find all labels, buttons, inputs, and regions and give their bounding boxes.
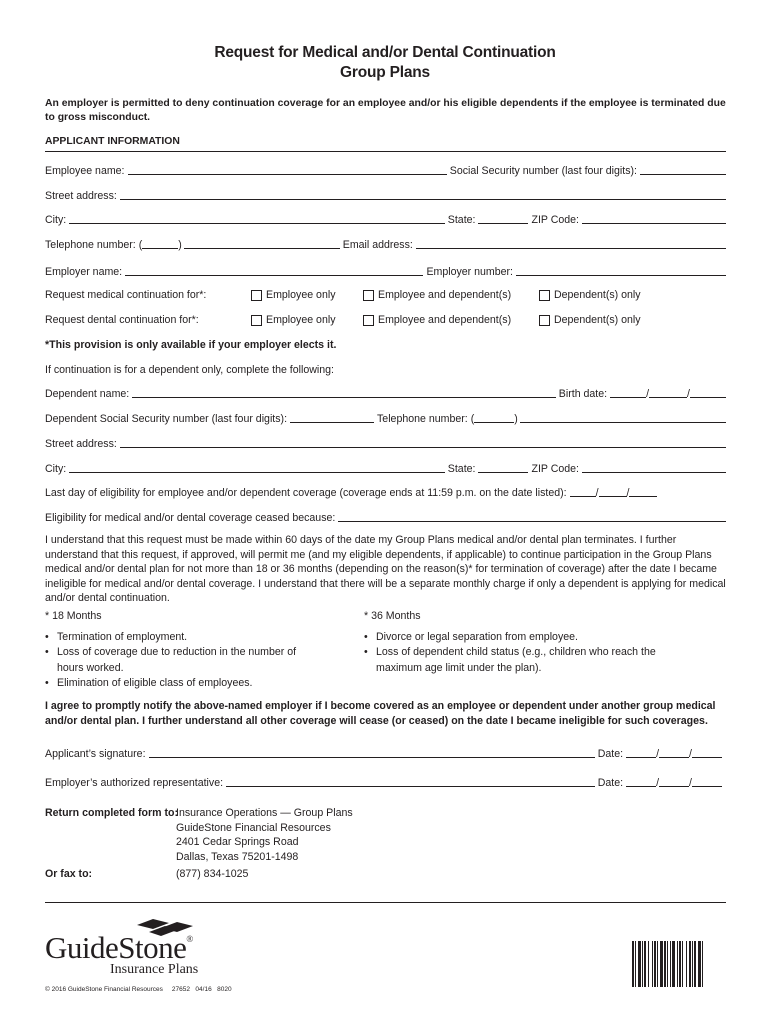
- city-field[interactable]: [69, 213, 445, 224]
- applicant-signature-field[interactable]: [149, 747, 595, 758]
- employee-name-field[interactable]: [128, 164, 447, 175]
- last-day-year-field[interactable]: [626, 486, 657, 499]
- address-line: Insurance Operations — Group Plans: [176, 807, 353, 819]
- registered-mark: ®: [186, 934, 193, 944]
- telephone-label: Telephone number:: [45, 239, 136, 251]
- option-label: Dependent(s) only: [554, 289, 641, 301]
- zip-label: ZIP Code:: [531, 214, 579, 226]
- logo-name-text: GuideStone: [45, 930, 187, 965]
- row-employee-name: [45, 163, 726, 177]
- dental-continuation-label: Request dental continuation for*:: [45, 314, 199, 326]
- reason-item: • Divorce or legal separation from employee.: [364, 630, 674, 646]
- section-rule: [45, 151, 726, 152]
- dependent-city-field[interactable]: [69, 462, 445, 473]
- section-heading-applicant: APPLICANT INFORMATION: [45, 136, 180, 147]
- last-day-day-field[interactable]: [599, 486, 627, 497]
- dependent-zip-field[interactable]: [582, 462, 726, 473]
- reason-item: • Termination of employment.: [45, 630, 315, 646]
- checkbox[interactable]: [251, 315, 262, 326]
- address-line: 2401 Cedar Springs Road: [176, 836, 299, 848]
- row-telephone: [45, 237, 726, 251]
- area-code-open: (: [470, 413, 475, 425]
- row-last-day: [45, 485, 670, 499]
- dependent-area-code-field[interactable]: [474, 412, 514, 423]
- checkbox[interactable]: [363, 315, 374, 326]
- date-separator: /: [656, 777, 660, 789]
- dependent-telephone-field[interactable]: [520, 412, 726, 423]
- date-separator: /: [656, 748, 660, 760]
- date-year-field[interactable]: [692, 776, 722, 787]
- area-code-close: ): [178, 239, 182, 251]
- months-36-heading: * 36 Months: [364, 610, 421, 622]
- reasons-36-months: [364, 609, 674, 676]
- option-label: Dependent(s) only: [554, 314, 641, 326]
- reason-item: • Elimination of eligible class of employees.: [45, 676, 315, 692]
- birth-date-label: Birth date:: [558, 388, 608, 400]
- dental-option-employee-and-dependents[interactable]: [363, 314, 511, 326]
- logo-wordmark: [45, 930, 193, 966]
- employer-name-label: Employer name:: [45, 266, 123, 278]
- date-month-field[interactable]: [626, 776, 656, 787]
- date-day-field[interactable]: [659, 776, 689, 787]
- row-applicant-signature: [45, 746, 722, 760]
- area-code-open: (: [138, 239, 143, 251]
- ceased-because-field[interactable]: [338, 511, 726, 522]
- medical-continuation-label: Request medical continuation for*:: [45, 289, 207, 301]
- dental-option-employee-only[interactable]: [251, 314, 336, 326]
- employer-number-field[interactable]: [516, 265, 726, 276]
- dependent-city-label: City:: [45, 463, 67, 475]
- row-dental-continuation: [45, 314, 726, 328]
- reason-item: • Loss of coverage due to reduction in the number of hours worked.: [45, 645, 307, 676]
- dental-option-dependents-only[interactable]: [539, 314, 641, 326]
- address-line: Dallas, Texas 75201-1498: [176, 850, 299, 863]
- dependent-zip-label: ZIP Code:: [531, 463, 579, 475]
- row-employer: [45, 264, 726, 278]
- medical-option-dependents-only[interactable]: [539, 289, 641, 301]
- ceased-because-label: Eligibility for medical and/or dental coverage ceased because:: [45, 512, 336, 524]
- intro-notice: An employer is permitted to deny continuation coverage for an employee and/or his eligible dependents if the employee is terminated due to gross misconduct.: [45, 98, 726, 123]
- birth-day-field[interactable]: [649, 387, 687, 398]
- months-18-heading: * 18 Months: [45, 610, 102, 622]
- birth-month-field[interactable]: [610, 387, 646, 398]
- row-dependent-street: [45, 436, 726, 450]
- employer-rep-label: Employer’s authorized representative:: [45, 777, 224, 789]
- logo-subtitle: Insurance Plans: [110, 962, 199, 977]
- date-separator: /: [689, 748, 692, 760]
- date-separator: /: [595, 487, 599, 499]
- medical-option-employee-and-dependents[interactable]: [363, 289, 511, 301]
- zip-field[interactable]: [582, 213, 726, 224]
- checkbox[interactable]: [363, 290, 374, 301]
- return-label: Return completed form to:: [45, 807, 179, 819]
- option-label: Employee and dependent(s): [378, 289, 512, 301]
- fax-number: (877) 834-1025: [176, 868, 249, 880]
- last-day-month-field[interactable]: [570, 486, 596, 497]
- checkbox[interactable]: [251, 290, 262, 301]
- provision-note: *This provision is only available if your employer elects it.: [45, 339, 337, 351]
- form-code: 27652 04/16 8020: [171, 986, 232, 993]
- date-label: Date:: [597, 748, 624, 760]
- dependent-telephone-label: Telephone number:: [377, 413, 468, 425]
- dependent-street-label: Street address:: [45, 438, 117, 450]
- employer-name-field[interactable]: [125, 265, 423, 276]
- applicant-signature-label: Applicant’s signature:: [45, 748, 146, 760]
- date-separator: /: [689, 777, 692, 789]
- date-day-field[interactable]: [659, 747, 689, 758]
- date-separator: /: [687, 388, 690, 400]
- form-title-line-1: Request for Medical and/or Dental Continuation: [214, 44, 556, 61]
- form-title-line-2: Group Plans: [340, 64, 430, 81]
- row-dependent-name: [45, 386, 726, 400]
- row-dependent-ssn: [45, 411, 726, 425]
- dependent-intro: If continuation is for a dependent only, complete the following:: [45, 364, 334, 376]
- copyright-text: © 2016 GuideStone Financial Resources: [45, 986, 163, 993]
- employee-name-label: Employee name:: [45, 165, 125, 177]
- street-field[interactable]: [120, 189, 726, 200]
- area-code-close: ): [514, 413, 518, 425]
- ssn-label: Social Security number (last four digits):: [449, 165, 637, 177]
- return-address: [176, 806, 353, 864]
- checkbox[interactable]: [539, 290, 550, 301]
- checkbox[interactable]: [539, 315, 550, 326]
- row-city: [45, 212, 726, 226]
- row-ceased-because: [45, 510, 726, 524]
- birth-year-field[interactable]: [690, 387, 726, 398]
- reason-item: • Loss of dependent child status (e.g., children who reach the maximum age limit under the plan).: [364, 645, 666, 676]
- fax-label: Or fax to:: [45, 868, 93, 880]
- date-separator: /: [626, 487, 630, 499]
- footer-copyright: [45, 986, 232, 993]
- state-label: State:: [447, 214, 476, 226]
- email-label: Email address:: [342, 239, 413, 251]
- street-label: Street address:: [45, 190, 117, 202]
- date-label: Date:: [597, 777, 624, 789]
- option-label: Employee only: [266, 314, 336, 326]
- row-medical-continuation: [45, 289, 726, 303]
- area-code-field[interactable]: [142, 238, 178, 249]
- agree-paragraph: I agree to promptly notify the above-named employer if I become covered as an employee or dependent under another group medical and/or dental plan. I further understand all other coverage will cease (or ceased) on the date I became ineligible for such coverages.: [45, 700, 716, 727]
- email-field[interactable]: [416, 238, 726, 249]
- dependent-state-field[interactable]: [478, 462, 528, 473]
- row-dependent-city: [45, 461, 726, 475]
- telephone-field[interactable]: [184, 238, 340, 249]
- date-month-field[interactable]: [626, 747, 656, 758]
- barcode-icon: [632, 941, 726, 987]
- option-label: Employee only: [266, 289, 336, 301]
- employer-number-label: Employer number:: [426, 266, 513, 278]
- address-line: GuideStone Financial Resources: [176, 821, 331, 834]
- dependent-name-field[interactable]: [132, 387, 556, 398]
- ssn-field[interactable]: [640, 164, 726, 175]
- dependent-street-field[interactable]: [120, 437, 726, 448]
- city-label: City:: [45, 214, 67, 226]
- dependent-ssn-field[interactable]: [290, 412, 374, 423]
- footer-rule: [45, 902, 726, 903]
- understand-paragraph: I understand that this request must be made within 60 days of the date my Group Plans medical and/or dental plan terminates. I further understand that this request, if approved, will permit me (and my eligible dependents, if applicable) to continue participation in the Group Plans medical and/or dental plan for not more than 18 or 36 months (depending on the reason(s)* for termination of coverage) after the date I became ineligible for medical and/or dental coverage. I understand that there will be a separate monthly charge if only a dependent is applying for medical and/or dental continuation.: [45, 534, 726, 605]
- employer-rep-field[interactable]: [226, 776, 595, 787]
- option-label: Employee and dependent(s): [378, 314, 512, 326]
- last-day-label: Last day of eligibility for employee and/or dependent coverage (coverage ends at 11:59 p.m. on the date listed):: [45, 487, 567, 499]
- medical-option-employee-only[interactable]: [251, 289, 336, 301]
- date-year-field[interactable]: [692, 747, 722, 758]
- reasons-18-months: [45, 609, 315, 692]
- dependent-ssn-label: Dependent Social Security number (last four digits):: [45, 413, 288, 425]
- date-separator: /: [646, 388, 650, 400]
- dependent-state-label: State:: [447, 463, 476, 475]
- row-street: [45, 188, 726, 202]
- row-employer-representative: [45, 775, 722, 789]
- state-field[interactable]: [478, 213, 528, 224]
- dependent-name-label: Dependent name:: [45, 388, 130, 400]
